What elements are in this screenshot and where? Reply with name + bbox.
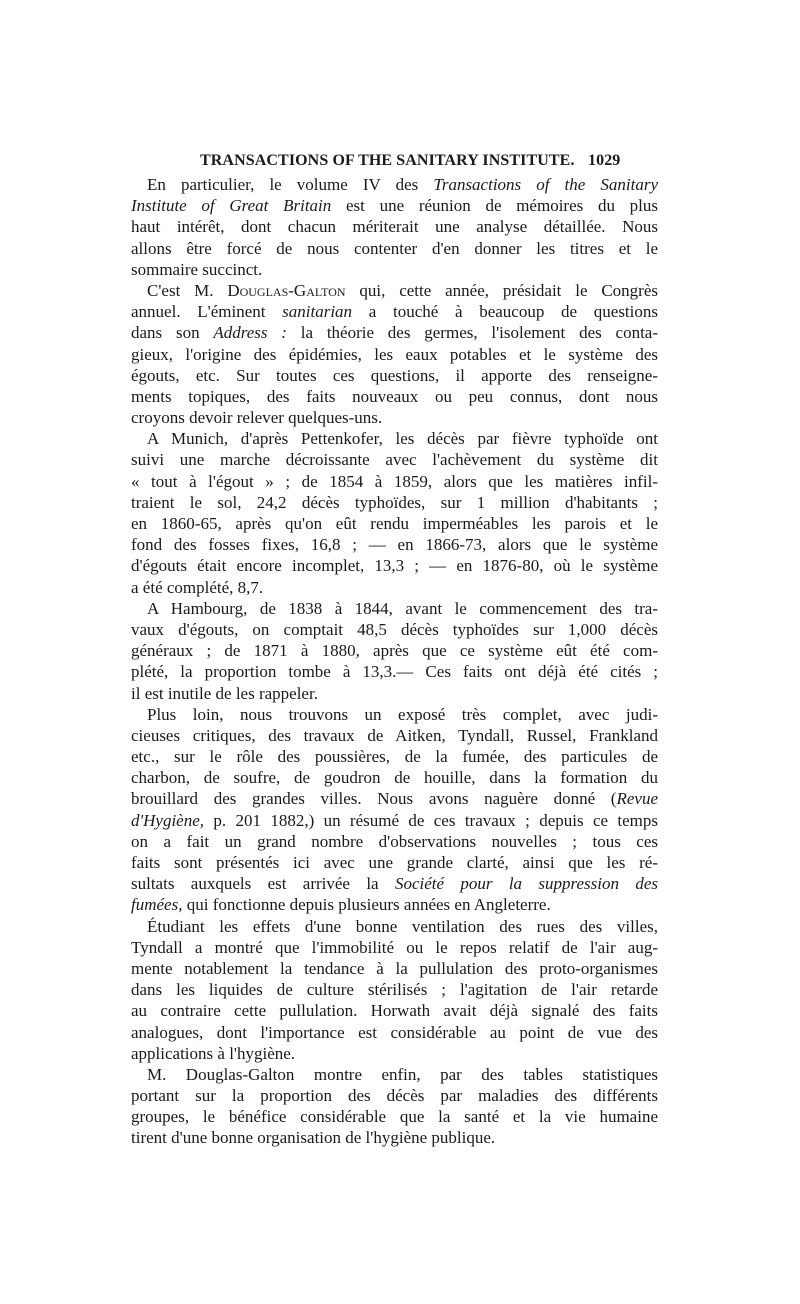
text-run: qui, cette année, présidait le Congrès [345, 280, 658, 300]
text-run: a été complété, 8,7. [131, 577, 264, 597]
text-run: etc., sur le rôle des poussières, de la fumée, des particules de [131, 747, 658, 767]
text-run: suivi une marche décroissante avec l'achèvement du système dit [131, 450, 658, 470]
text-line [131, 195, 658, 216]
text-line [131, 1085, 658, 1106]
text-run: fond des fosses fixes, 16,8 ; — en 1866-73, alors que le système [131, 535, 658, 555]
italic-text: Address : [213, 323, 287, 343]
small-caps-name: Douglas-Galton [227, 280, 346, 300]
text-run: Étudiant les effets d'une bonne ventilation des rues des villes, [147, 916, 658, 936]
page-header [200, 152, 660, 176]
text-run: brouillard des grandes villes. Nous avons naguère donné ( [131, 789, 617, 809]
italic-text: Institute of Great Britain [131, 196, 332, 216]
text-run: tirent d'une bonne organisation de l'hygiène publique. [131, 1128, 496, 1148]
text-line [131, 619, 658, 640]
text-run: plété, la proportion tombe à 13,3.— Ces faits ont déjà été cités ; [131, 662, 658, 682]
text-line [131, 386, 658, 407]
text-run: A Munich, d'après Pettenkofer, les décès par fièvre typhoïde ont [147, 429, 658, 449]
text-run: au contraire cette pullulation. Horwath avait déjà signalé des faits [131, 1001, 658, 1021]
text-run: haut intérêt, dont chacun mériterait une analyse détaillée. Nous [131, 217, 658, 237]
text-line [131, 810, 658, 831]
text-line [131, 683, 658, 704]
text-run: la théorie des germes, l'isolement des conta- [286, 323, 658, 343]
text-run: M. Douglas-Galton montre enfin, par des tables statistiques [147, 1064, 658, 1084]
running-title: TRANSACTIONS OF THE SANITARY INSTITUTE. [200, 152, 575, 169]
text-line [131, 958, 658, 979]
text-line [131, 598, 658, 619]
text-run: faits sont présentés ici avec une grande clarté, ainsi que les ré- [131, 853, 658, 872]
text-run: croyons devoir relever quelques-uns. [131, 408, 383, 428]
text-line [131, 513, 658, 534]
text-line [131, 492, 658, 513]
text-line [131, 746, 658, 767]
text-run: A Hambourg, de 1838 à 1844, avant le commencement des tra- [147, 598, 658, 618]
body-text [131, 174, 658, 1149]
page-number: 1029 [588, 152, 621, 169]
text-line [131, 767, 658, 788]
text-line [131, 238, 658, 259]
text-line [131, 577, 658, 598]
text-run: charbon, de soufre, de goudron de houille, dans la formation du [131, 768, 658, 788]
italic-text: Transactions of the Sanitary [433, 175, 658, 194]
text-line [131, 640, 658, 661]
text-run: En particulier, le volume IV des [147, 175, 434, 194]
text-line [131, 449, 658, 470]
text-run: a touché à beaucoup de questions [352, 302, 658, 322]
text-line [131, 894, 658, 915]
text-line [131, 216, 658, 237]
text-run: vaux d'égouts, on comptait 48,5 décès typhoïdes sur 1,000 décès [131, 619, 658, 639]
text-run: est une réunion de mémoires du plus [331, 196, 659, 216]
text-line [131, 1043, 658, 1064]
text-run: sultats auxquels est arrivée la [131, 874, 395, 894]
text-run: portant sur la proportion des décès par maladies des différents [131, 1086, 658, 1106]
text-line [131, 1106, 658, 1127]
text-line [131, 534, 658, 555]
text-run: Plus loin, nous trouvons un exposé très complet, avec judi- [147, 704, 658, 724]
text-line [131, 1064, 658, 1085]
text-line [131, 979, 658, 1000]
italic-text: fumées, [131, 895, 183, 915]
italic-text: Société pour la suppression des [394, 874, 658, 894]
text-line [131, 916, 658, 937]
text-line [131, 174, 658, 195]
text-run: traient le sol, 24,2 décès typhoïdes, sur 1 million d'habitants ; [131, 492, 658, 512]
text-run: il est inutile de les rappeler. [131, 683, 318, 703]
text-run: C'est M. [147, 280, 228, 300]
text-line [131, 788, 658, 809]
italic-text: Revue [616, 789, 658, 809]
text-line [131, 365, 658, 386]
text-run: d'égouts était encore incomplet, 13,3 ; — en 1876-80, où le système [131, 556, 658, 576]
text-run: gieux, l'origine des épidémies, les eaux potables et le système des [131, 344, 658, 364]
text-line [131, 937, 658, 958]
text-line [131, 259, 658, 280]
text-run: groupes, le bénéfice considérable que la santé et la vie humaine [131, 1107, 658, 1127]
text-line [131, 831, 658, 852]
text-line [131, 301, 658, 322]
text-line [131, 555, 658, 576]
italic-text: d'Hygiène, [131, 810, 205, 830]
text-run: généraux ; de 1871 à 1880, après que ce système eût été com- [131, 641, 658, 661]
text-run: annuel. L'éminent [131, 302, 283, 322]
text-line [131, 725, 658, 746]
text-line [131, 1000, 658, 1021]
text-line [131, 280, 658, 301]
text-line [131, 873, 658, 894]
text-run: égouts, etc. Sur toutes ces questions, il apporte des renseigne- [131, 365, 658, 385]
text-line [131, 661, 658, 682]
text-run: cieuses critiques, des travaux de Aitken, Tyndall, Russel, Frankland [131, 725, 658, 745]
text-line [131, 1022, 658, 1043]
text-run: qui fonctionne depuis plusieurs années en Angleterre. [182, 895, 551, 915]
text-run: sommaire succinct. [131, 259, 263, 279]
text-line [131, 428, 658, 449]
text-line [131, 322, 658, 343]
text-run: analogues, dont l'importance est considérable au point de vue des [131, 1022, 658, 1042]
text-run: « tout à l'égout » ; de 1854 à 1859, alors que les matières infil- [131, 471, 658, 491]
text-line [131, 1127, 658, 1148]
text-run: Tyndall a montré que l'immobilité ou le repos relatif de l'air aug- [131, 937, 658, 957]
text-line [131, 852, 658, 873]
text-run: on a fait un grand nombre d'observations nouvelles ; tous ces [131, 831, 658, 851]
text-run: allons être forcé de nous contenter d'en donner les titres et le [131, 238, 658, 258]
text-line [131, 471, 658, 492]
text-run: mente notablement la tendance à la pullulation des proto-organismes [131, 958, 658, 978]
text-run: dans les liquides de culture stérilisés ; l'agitation de l'air retarde [131, 980, 658, 1000]
italic-text: sanitarian [282, 302, 353, 322]
text-run: ments topiques, des faits nouveaux ou peu connus, dont nous [131, 386, 658, 406]
text-run: applications à l'hygiène. [131, 1043, 296, 1063]
text-line [131, 704, 658, 725]
text-run: p. 201 1882,) un résumé de ces travaux ; depuis ce temps [204, 810, 658, 830]
text-line [131, 344, 658, 365]
text-run: dans son [131, 323, 214, 343]
text-line [131, 407, 658, 428]
text-run: en 1860-65, après qu'on eût rendu imperméables les parois et le [131, 514, 658, 533]
